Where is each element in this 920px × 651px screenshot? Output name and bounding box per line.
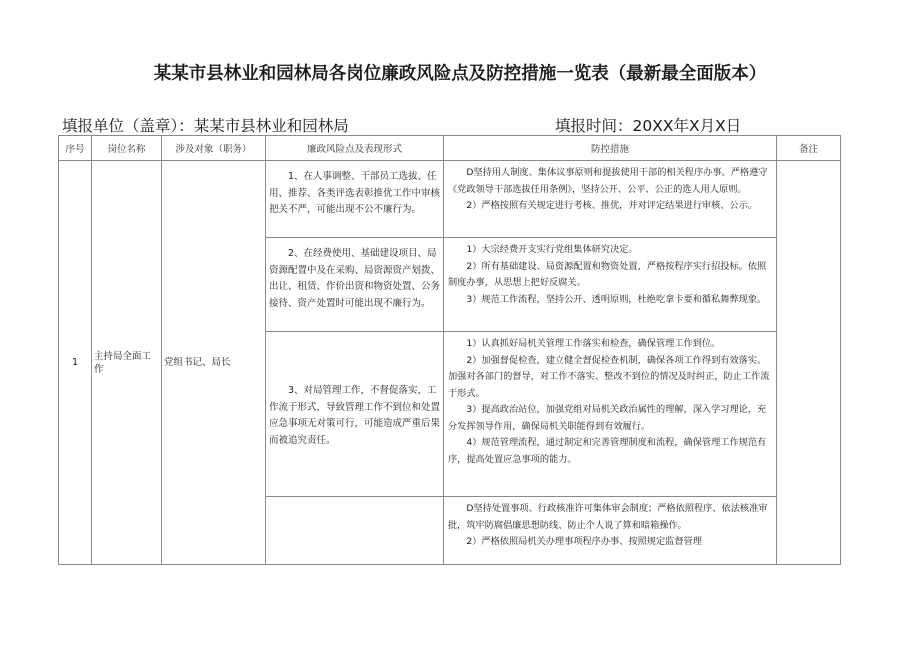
row-target: 党组书记、局长 <box>162 161 266 565</box>
measure-item: 1）大宗经费开支实行党组集体研究决定。 <box>466 244 638 255</box>
page-title: 某某市县林业和园林局各岗位廉政风险点及防控措施一览表（最新最全面版本） <box>153 64 767 84</box>
risk-point-2: 2、在经费使用、基础建设项目、局资源配置中及在采购、局资源资产划拨、出让、租赁、作价出资和物资处置、公务接待、资产处置时可能出现不廉行为。 <box>266 238 444 332</box>
measures-2 <box>444 238 777 332</box>
measure-item: 3）规范工作流程，坚持公开、透明原则，杜绝吃拿卡要和循私舞弊现象。 <box>466 293 767 305</box>
row-remark <box>777 161 841 565</box>
measure-item: D坚持处置事项、行政核准许可集体审会制度；严格依照程序、依法核准审批，筑牢防腐倡廉思想防线、防止个人说了算和暗箱操作。 <box>448 503 768 531</box>
header-remark: 备注 <box>777 136 841 161</box>
measure-item: 1）认真抓好局机关管理工作落实和检查，确保管理工作到位。 <box>466 338 721 349</box>
measure-item: D坚持用人制度、集体议事原则和提拔使用干部的相关程序办事。严格遵守《党政领导干部选拔任用条例》，坚持公开、公平、公正的选人用人原则。 <box>448 167 768 195</box>
header-target: 涉及对象（职务） <box>162 136 266 161</box>
row-seq: 1 <box>59 161 92 565</box>
risk-table <box>58 135 841 565</box>
header-measures: 防控措施 <box>444 136 777 161</box>
header-risk: 廉政风险点及表现形式 <box>266 136 444 161</box>
measure-item: 2）严格按照有关规定进行考核、推优，并对评定结果进行审核、公示。 <box>466 200 758 211</box>
header-seq: 序号 <box>59 136 92 161</box>
risk-point-3: 3、对局管理工作，不督促落实，工作流于形式，导致管理工作不到位和处置应急事项无对策可行，可能造成严重后果而被追究责任。 <box>266 332 444 497</box>
fill-unit: 填报单位（盖章）：某某市县林业和园林局 <box>62 117 349 135</box>
fill-time: 填报时间：20XX年X月X日 <box>555 117 742 135</box>
risk-point-1: 1、在人事调整、干部员工选拔、任用、推荐、各类评选表彰推优工作中审核把关不严，可能出现不公不廉行为。 <box>266 161 444 238</box>
measures-3 <box>444 332 777 497</box>
measure-item: 2）加强督促检查，建立健全督促检查机制，确保各项工作得到有效落实。加强对各部门的督导，对工作不落实、整改不到位的情况及时纠正，防止工作流于形式。 <box>448 354 770 399</box>
risk-point-4 <box>266 497 444 565</box>
measures-1 <box>444 161 777 238</box>
measure-item: 3）提高政治站位，加强党组对局机关政治属性的理解，深入学习理论，充分发挥领导作用，确保局机关职能得到有效履行。 <box>448 404 767 432</box>
measure-item: 2）严格依照局机关办理事项程序办事、按照规定监督管理 <box>466 536 702 547</box>
measures-4 <box>444 497 777 565</box>
header-row <box>59 136 841 161</box>
measure-item: 2）所有基础建设、局资源配置和物资处置，严格按程序实行招投标。依照制度办事，从思想上把好反腐关。 <box>448 260 767 288</box>
measure-item: 4）规范管理流程，通过制定和完善管理制度和流程，确保管理工作规范有序，提高处置应急事项的能力。 <box>448 437 767 465</box>
header-post: 岗位名称 <box>92 136 162 161</box>
table-row <box>59 161 841 238</box>
row-post: 主持局全面工作 <box>92 161 162 565</box>
